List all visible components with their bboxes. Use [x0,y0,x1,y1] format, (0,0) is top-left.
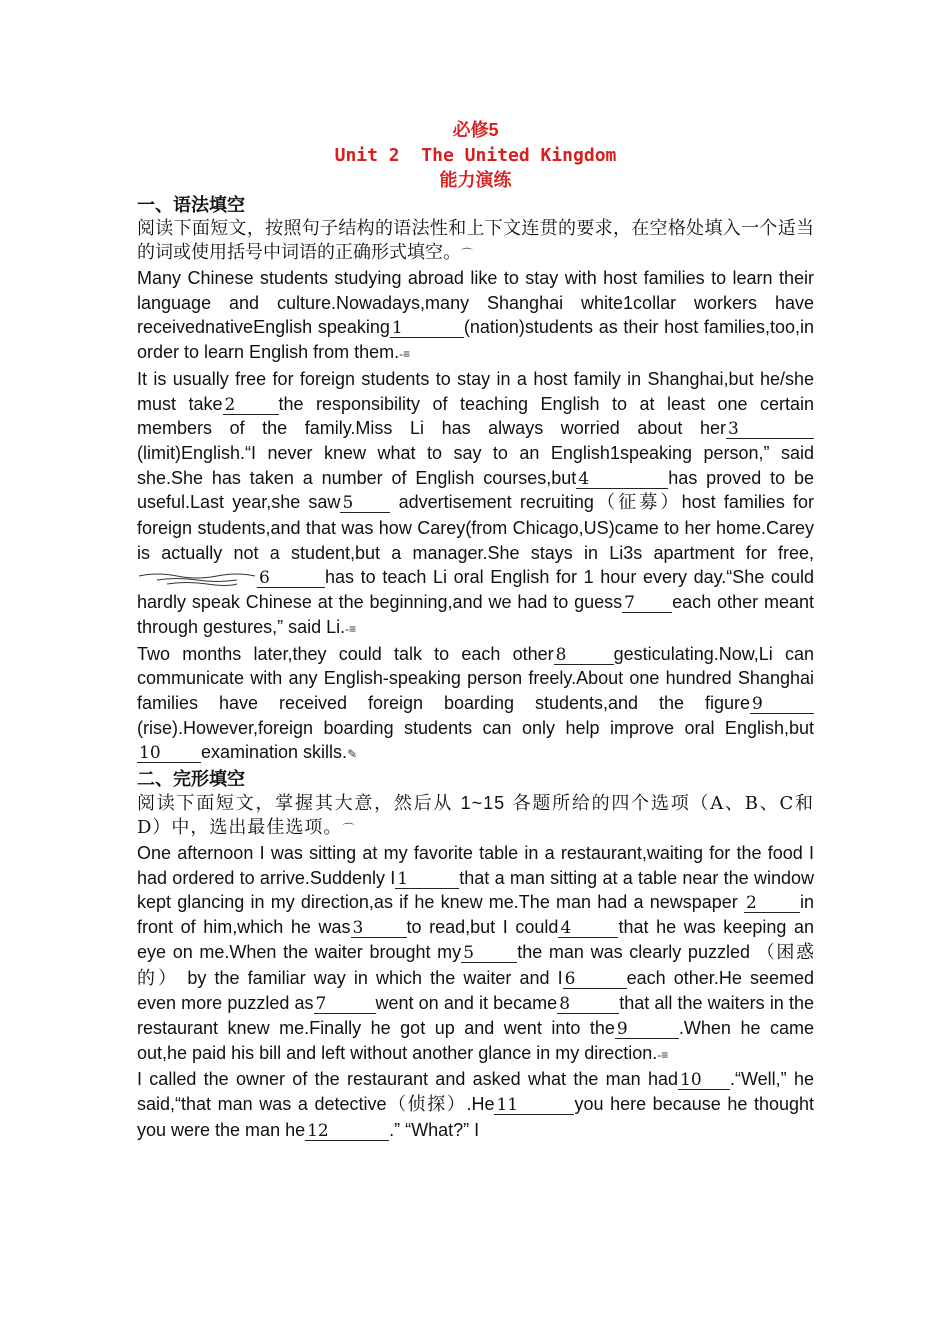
blank-9[interactable]: 9 [750,695,814,714]
cloze-blank-6[interactable]: 6 [563,970,627,989]
cloze-blank-11[interactable]: 11 [494,1096,574,1115]
scribble-icon: ✎ [347,747,358,762]
unit-title: Unit 2 The United Kingdom [334,145,617,166]
blank-4[interactable]: 4 [576,470,668,489]
blank-6[interactable]: 6 [257,569,325,588]
section1-heading: 一、语法填空 [137,195,245,215]
section1-paragraph-1: Many Chinese students studying abroad like to stay with host families to learn their language and culture.Nowadays,many Shanghai white1collar workers have receivednativeEnglish speaking 1 (nation)students as their host families,too,in order to learn English from them.-≡ [137,268,814,363]
cloze-blank-7[interactable]: 7 [314,995,376,1014]
section2-paragraph-1: One afternoon I was sitting at my favorite table in a restaurant,waiting for the food I had ordered to arrive.Suddenly I 1 that a man sitting at a table near the window kept glancing in my direction,as if he knew me.The man had a newspaper 2 in front of him,which he was 3 to read,but I could 4 that he was keeping an eye on me.When the waiter brought my 5 the man was clearly puzzled （困惑的） by the familiar way in which the waiter and I 6 each other.He seemed even more puzzled as 7 went on and it became 8 that all the waiters in the restaurant knew me.Finally he got up and went into the 9 .When he came out,he paid his bill and left without another glance in my direction.-≡ [137,843,814,1063]
blank-7[interactable]: 7 [622,594,672,613]
blank-5[interactable]: 5 [340,494,390,513]
cloze-blank-12[interactable]: 12 [305,1122,389,1141]
section2-paragraph-2: I called the owner of the restaurant and asked what the man had 10 .“Well,” he said,“that man was a detective（侦探）.He 11 you here because he thought you were the man he 12 .” “What?” I [137,1069,815,1141]
section1-instruction: 阅读下面短文，按照句子结构的语法性和上下文连贯的要求，在空格处填入一个适当的词或使用括号中词语的正确形式填空。⌒ [137,218,814,263]
section2-heading: 二、完形填空 [137,769,245,790]
cloze-blank-8[interactable]: 8 [557,995,619,1014]
book-title: 必修5 [452,120,499,140]
cloze-blank-3[interactable]: 3 [351,919,407,938]
wavy-underline-icon [137,572,257,586]
cloze-blank-1[interactable]: 1 [395,870,459,889]
blank-3[interactable]: 3 [726,420,814,439]
cloze-blank-4[interactable]: 4 [558,919,618,938]
document-page [137,118,814,1143]
blank-2[interactable]: 2 [223,396,279,415]
cloze-blank-9[interactable]: 9 [615,1020,679,1039]
cloze-blank-2[interactable]: 2 [744,894,800,913]
document-title [137,118,814,193]
blank-1[interactable]: 1 [390,319,464,338]
section2-instruction: 阅读下面短文，掌握其大意，然后从 1~15 各题所给的四个选项（A、B、C和D）中，选出最佳选项。⌒ [137,793,814,839]
section1-paragraph-2: It is usually free for foreign students to stay in a host family in Shanghai,but he/she must take 2 the responsibility of teaching English to at least one certain members of the family.Miss Li has always worried about her 3(limit)English.“I never knew what to say to an English1speaking person,” said she.She has taken a number of English courses,but 4 has proved to be useful.Last year,she saw 5 advertisement recruiting（征募）host families for foreign students,and that was how Carey(from Chicago,US)came to her home.Carey is actually not a student,but a manager.She stays in Li3s apartment for free,6 has to teach Li oral English for 1 hour every day.“She could hardly speak Chinese at the beginning,and we had to guess 7 each other meant through gestures,” said Li.-≡ [137,368,814,637]
section-subtitle: 能力演练 [439,170,512,190]
blank-8[interactable]: 8 [554,646,614,665]
blank-10[interactable]: 10 [137,744,201,763]
section1-paragraph-3: Two months later,they could talk to each other 8 gesticulating.Now,Li can communicate with any English-speaking person freely.About one hundred Shanghai families have received foreign boarding students,and the figure 9(rise).However,foreign boarding students can only help improve oral English,but10 examination skills.✎ [137,643,814,764]
cloze-blank-10[interactable]: 10 [678,1071,730,1090]
cloze-blank-5[interactable]: 5 [461,944,517,963]
